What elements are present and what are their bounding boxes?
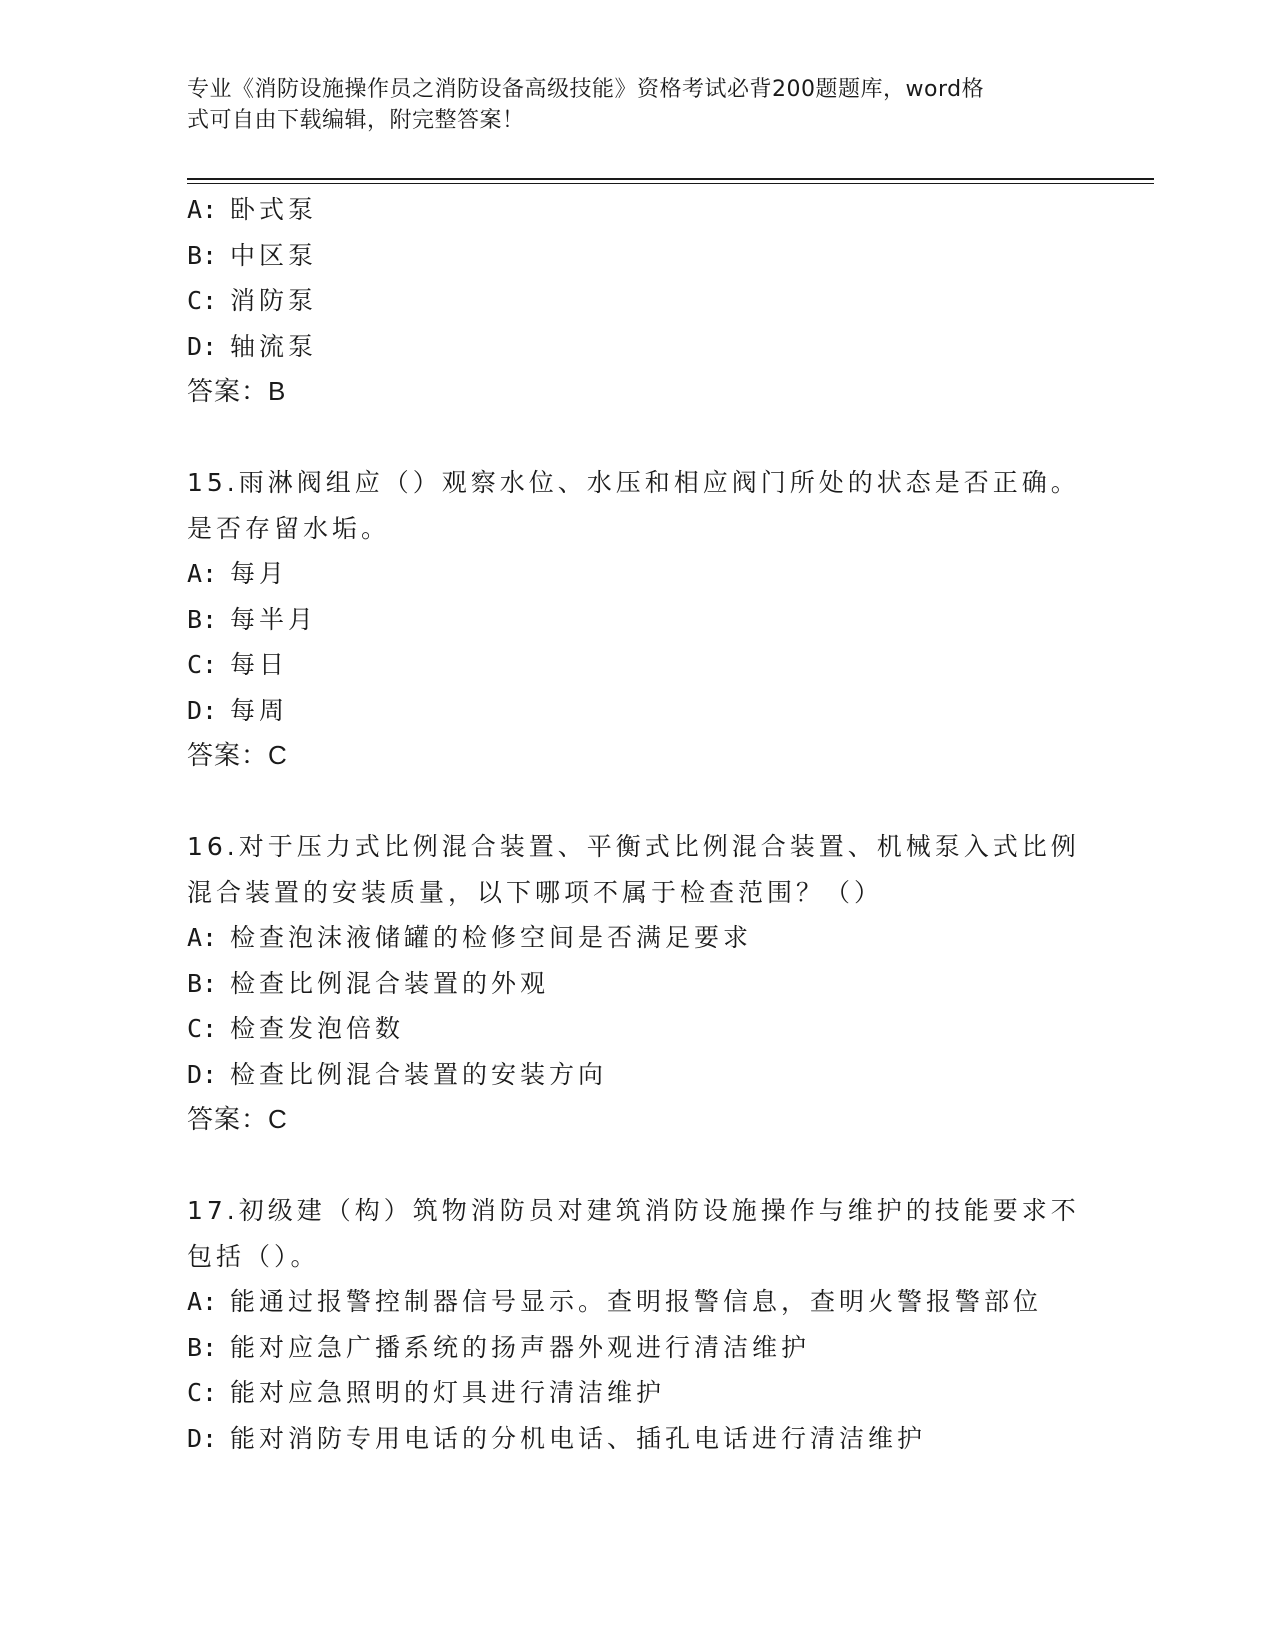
option-letter: C: (187, 286, 218, 315)
option-letter: D: (187, 1423, 218, 1453)
option-letter: A: (187, 559, 218, 588)
question-stem (187, 460, 1087, 551)
question-stem (187, 824, 1087, 915)
option-c (187, 1370, 1087, 1416)
option-letter: D: (187, 1059, 218, 1089)
option-b (187, 233, 1087, 279)
answer: 答案：B (187, 376, 287, 406)
option-d (187, 1052, 1087, 1098)
stem-line-1: 16.对于压力式比例混合装置、平衡式比例混合装置、机械泵入式比例 (187, 832, 1080, 861)
option-text: 检查泡沫液储罐的检修空间是否满足要求 (230, 923, 753, 952)
question-list (187, 187, 1087, 1461)
spacer (187, 415, 1087, 461)
option-b (187, 597, 1087, 643)
option-a (187, 187, 1087, 233)
option-letter: D: (187, 695, 218, 725)
question-16 (187, 824, 1087, 1143)
option-letter: A: (187, 923, 218, 952)
header-line-2: 式可自由下载编辑，附完整答案！ (187, 108, 525, 133)
option-letter: A: (187, 1287, 218, 1316)
question-stem (187, 1188, 1087, 1279)
option-letter: B: (187, 240, 218, 270)
option-text: 每周 (230, 695, 289, 725)
answer: 答案：C (187, 740, 288, 770)
option-text: 卧式泵 (230, 195, 318, 224)
option-text: 能对应急照明的灯具进行清洁维护 (230, 1378, 666, 1407)
option-letter: C: (187, 1014, 218, 1043)
option-text: 每月 (230, 559, 289, 588)
option-text: 检查比例混合装置的外观 (230, 968, 550, 998)
stem-line-2: 包括（）。 (187, 1241, 320, 1271)
option-text: 能对消防专用电话的分机电话、插孔电话进行清洁维护 (230, 1423, 927, 1453)
option-a (187, 551, 1087, 597)
stem-line-2: 是否存留水垢。 (187, 513, 391, 543)
option-c (187, 642, 1087, 688)
option-letter: B: (187, 1332, 218, 1362)
option-text: 能对应急广播系统的扬声器外观进行清洁维护 (230, 1332, 811, 1362)
stem-line-2: 混合装置的安装质量，以下哪项不属于检查范围？（） (187, 877, 884, 907)
option-d (187, 1416, 1087, 1462)
option-d (187, 324, 1087, 370)
option-text: 检查发泡倍数 (230, 1014, 405, 1043)
question-15 (187, 460, 1087, 779)
stem-line-1: 17.初级建（构）筑物消防员对建筑消防设施操作与维护的技能要求不 (187, 1196, 1080, 1225)
option-a (187, 915, 1087, 961)
option-letter: C: (187, 1378, 218, 1407)
spacer (187, 779, 1087, 825)
question-14 (187, 187, 1087, 415)
option-text: 每日 (230, 650, 289, 679)
option-b (187, 1325, 1087, 1371)
option-c (187, 278, 1087, 324)
option-letter: A: (187, 195, 218, 224)
option-text: 能通过报警控制器信号显示。查明报警信息，查明火警报警部位 (230, 1287, 1043, 1316)
option-text: 每半月 (230, 604, 318, 634)
spacer (187, 1143, 1087, 1189)
option-text: 消防泵 (230, 286, 318, 315)
option-a (187, 1279, 1087, 1325)
document-header (187, 74, 1087, 136)
question-17 (187, 1188, 1087, 1461)
stem-line-1: 15.雨淋阀组应（）观察水位、水压和相应阀门所处的状态是否正确。 (187, 468, 1080, 497)
option-letter: C: (187, 650, 218, 679)
option-text: 检查比例混合装置的安装方向 (230, 1059, 608, 1089)
header-line-1: 专业《消防设施操作员之消防设备高级技能》资格考试必背200题题库，word格 (187, 77, 985, 102)
option-c (187, 1006, 1087, 1052)
option-b (187, 961, 1087, 1007)
option-text: 轴流泵 (230, 331, 318, 361)
option-letter: B: (187, 968, 218, 998)
option-d (187, 688, 1087, 734)
header-rule-thick (187, 178, 1154, 180)
option-text: 中区泵 (230, 240, 318, 270)
option-letter: B: (187, 604, 218, 634)
header-rule-thin (187, 183, 1154, 184)
answer: 答案：C (187, 1104, 288, 1134)
option-letter: D: (187, 331, 218, 361)
